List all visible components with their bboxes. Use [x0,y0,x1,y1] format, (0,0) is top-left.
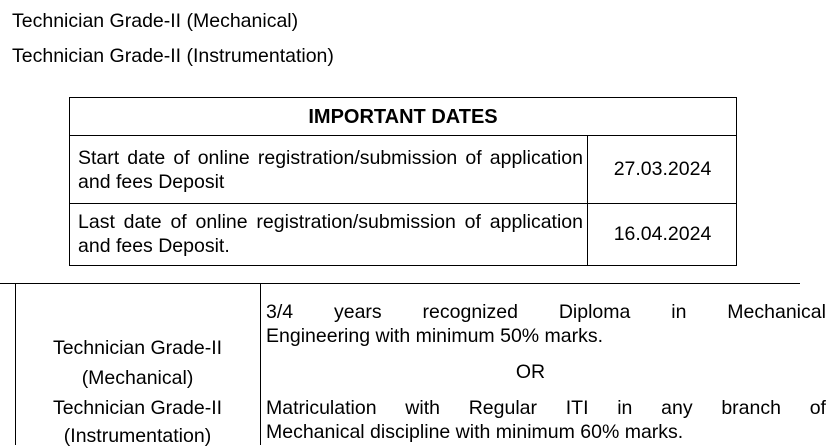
table-row [70,136,736,204]
qualification-word: branch [721,397,781,419]
qualification-word: 3/4 [266,301,294,323]
qualification-or-separator: OR [515,361,546,383]
qualification-word: in [617,397,633,419]
eligibility-post-discipline: (Mechanical) [81,367,194,389]
qualification-word: recognized [422,301,518,323]
qualification-word: with [405,397,440,419]
date-description: Last date of online registration/submission of application and fees Deposit. [78,211,583,257]
qualification-word: in [671,301,687,323]
eligibility-table-top-border [0,283,800,284]
qualification-line-2: Engineering with minimum 50% marks. [266,325,604,347]
important-dates-heading: IMPORTANT DATES [70,98,736,136]
qualification-word: ITI [565,397,589,419]
qualification-line-3 [266,396,826,420]
date-description: Start date of online registration/submission of application and fees Deposit [78,147,583,193]
post-title-mechanical: Technician Grade-II (Mechanical) [12,10,299,32]
eligibility-post-name: Technician Grade-II [52,337,223,359]
important-dates-table [69,97,737,266]
eligibility-post-name: Technician Grade-II [52,397,223,419]
post-title-instrumentation: Technician Grade-II (Instrumentation) [12,45,334,67]
table-row [70,204,736,265]
qualification-word: Matriculation [266,397,377,419]
qualification-word: any [661,397,693,419]
qualification-word: of [809,397,826,419]
date-value: 27.03.2024 [613,158,712,180]
qualification-word: years [333,301,382,323]
eligibility-post-discipline: (Instrumentation) [63,425,212,447]
qualification-word: Diploma [558,301,631,323]
qualification-line-4: Mechanical discipline with minimum 60% marks. [266,421,684,443]
qualification-line-1 [266,300,826,324]
qualification-word: Regular [468,397,537,419]
eligibility-table-left-border [15,283,16,445]
qualification-word: Mechanical [727,301,826,323]
date-value: 16.04.2024 [613,223,712,245]
column-divider [587,136,588,203]
column-divider [587,204,588,265]
